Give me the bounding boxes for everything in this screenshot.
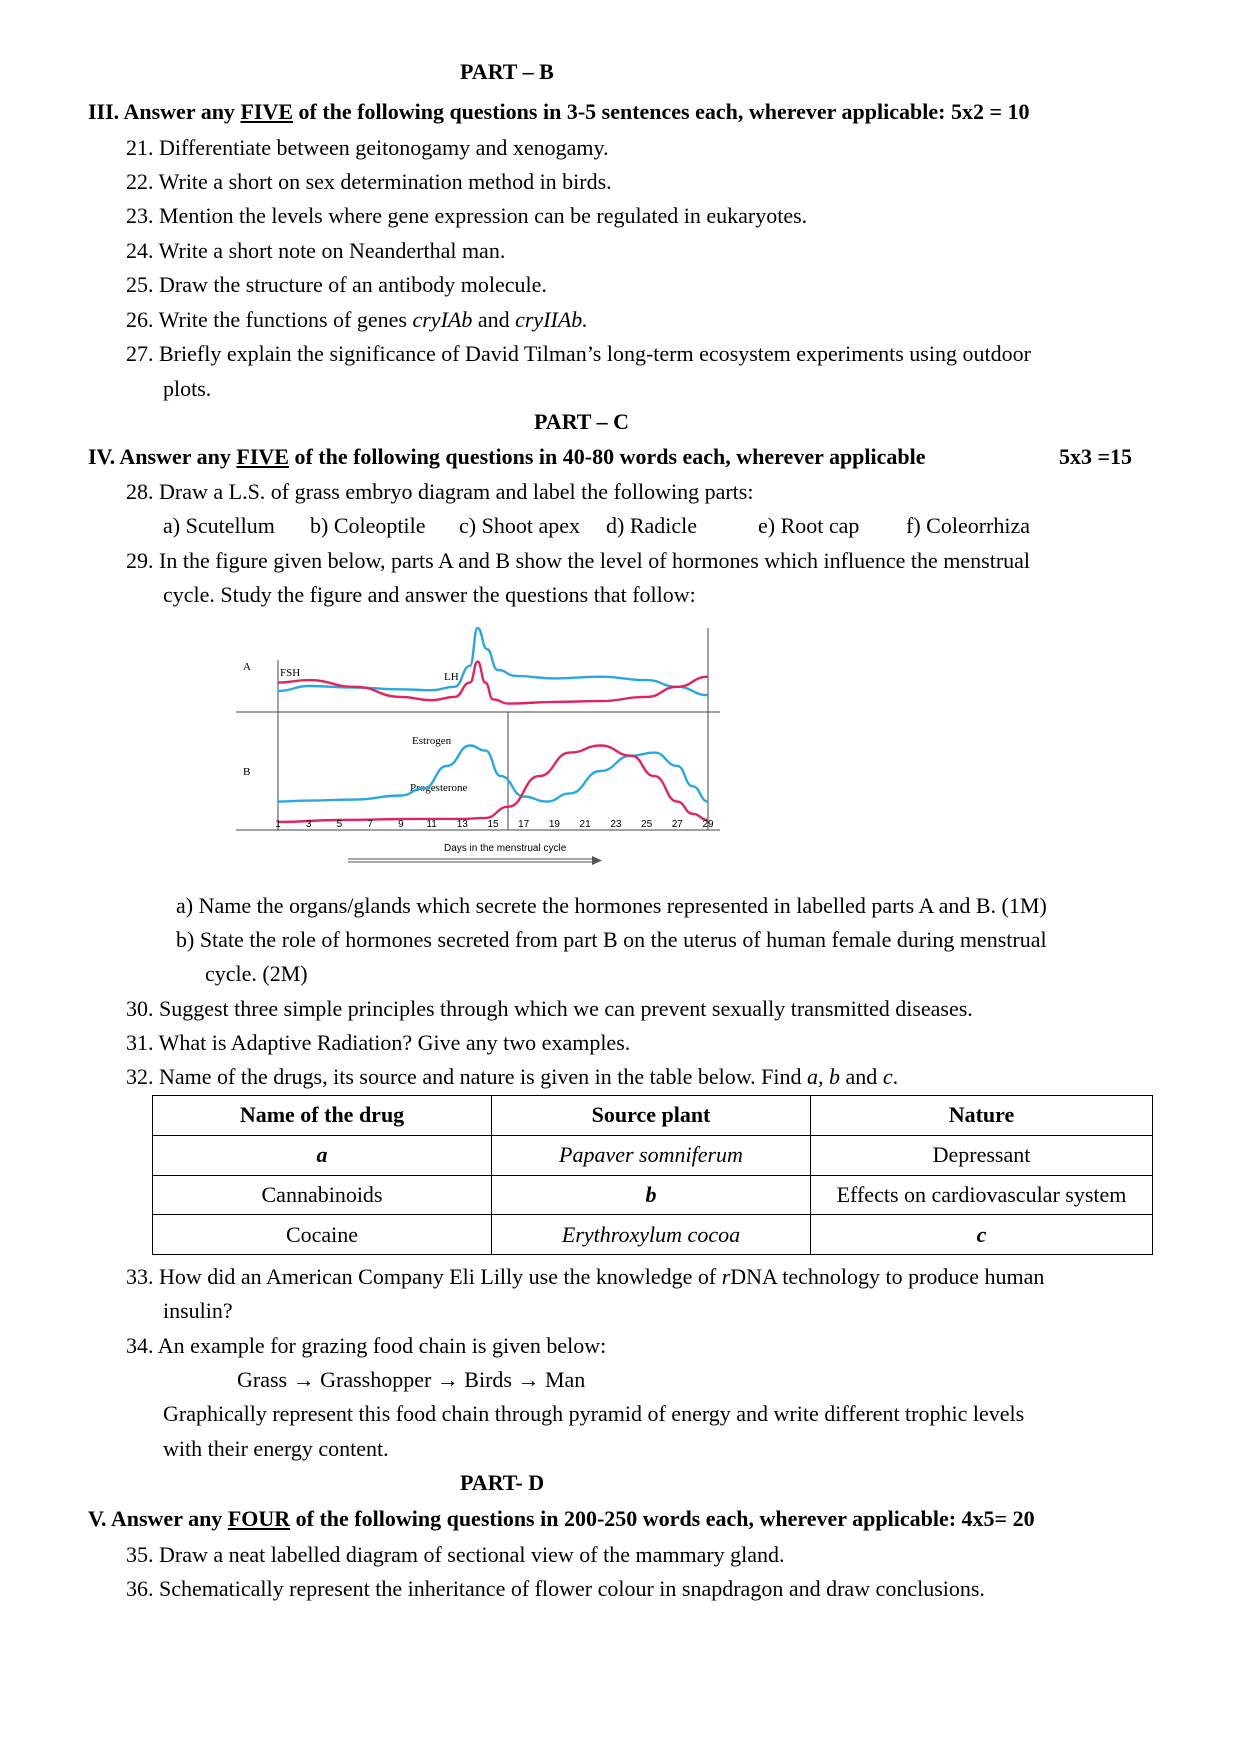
- question-29-line-2: cycle. Study the figure and answer the questions that follow:: [163, 582, 696, 607]
- q33-r: r: [721, 1264, 731, 1289]
- q32-a: a,: [807, 1064, 824, 1089]
- scale-arrow: [348, 856, 602, 865]
- instruction-post: of the following questions in 200-250 words each, wherever applicable: 4x5= 20: [295, 1506, 1035, 1531]
- table-header: Name of the drug: [153, 1096, 492, 1136]
- x-tick-label: 9: [398, 819, 404, 830]
- x-tick-label: 7: [367, 819, 373, 830]
- table-cell: b: [492, 1175, 811, 1215]
- series-label-lh: LH: [444, 671, 459, 683]
- q26-mid: and: [477, 307, 510, 332]
- section-number: IV.: [88, 444, 116, 469]
- question-34-line-1: 34. An example for grazing food chain is given below:: [126, 1333, 607, 1358]
- x-tick-label: 27: [671, 819, 683, 830]
- q33-pre: 33. How did an American Company Eli Lilly use the knowledge of: [126, 1264, 717, 1289]
- instruction-key: FIVE: [240, 99, 293, 124]
- table-header-row: [153, 1096, 1153, 1136]
- question-36: 36. Schematically represent the inheritance of flower colour in snapdragon and draw conclusions.: [126, 1576, 985, 1601]
- series-label-progesterone: Progesterone: [410, 782, 468, 794]
- q32-c: c: [882, 1064, 893, 1089]
- drug-table: [152, 1095, 1153, 1255]
- instruction-pre: Answer any: [119, 444, 231, 469]
- instruction-key: FOUR: [227, 1506, 291, 1531]
- q32-pre: 32. Name of the drugs, its source and nature is given in the table below. Find: [126, 1064, 802, 1089]
- table-cell: Cocaine: [153, 1215, 492, 1255]
- question-22: 22. Write a short on sex determination method in birds.: [126, 169, 612, 194]
- part-b-instruction: [88, 98, 1029, 126]
- x-tick-label: 25: [641, 819, 653, 830]
- x-tick-label: 29: [702, 819, 714, 830]
- table-cell: Cannabinoids: [153, 1175, 492, 1215]
- question-28: 28. Draw a L.S. of grass embryo diagram and label the following parts:: [126, 479, 754, 504]
- gene-1: cryIAb: [412, 307, 473, 332]
- table-header: Nature: [811, 1096, 1153, 1136]
- x-tick-label: 5: [336, 819, 343, 830]
- x-axis-label: Days in the menstrual cycle: [444, 843, 567, 854]
- x-tick-label: 21: [579, 819, 591, 830]
- question-21: 21. Differentiate between geitonogamy and xenogamy.: [126, 135, 609, 160]
- table-cell: a: [153, 1135, 492, 1175]
- table-row: [153, 1135, 1153, 1175]
- q26-pre: 26. Write the functions of genes: [126, 307, 407, 332]
- hormone-level-chart: [230, 620, 730, 870]
- question-31: 31. What is Adaptive Radiation? Give any two examples.: [126, 1030, 631, 1055]
- question-34-line-3: Graphically represent this food chain through pyramid of energy and write different trophic levels: [163, 1401, 1025, 1426]
- question-29-line-1: 29. In the figure given below, parts A and B show the level of hormones which influence the menstrual: [126, 548, 1031, 573]
- question-25: 25. Draw the structure of an antibody molecule.: [126, 272, 547, 297]
- panel-label-b: B: [243, 766, 251, 778]
- series-label-fsh: FSH: [280, 667, 301, 679]
- part-d-instruction: [88, 1505, 1035, 1533]
- tick-layer: [275, 819, 714, 830]
- question-34-line-4: with their energy content.: [163, 1436, 389, 1461]
- x-tick-label: 1: [275, 819, 281, 830]
- q28-part-b: b) Coleoptile: [310, 513, 426, 538]
- x-tick-label: 3: [305, 819, 312, 830]
- x-tick-label: 23: [610, 819, 622, 830]
- question-26: [126, 306, 588, 334]
- series-line-estrogen: [278, 746, 708, 802]
- instruction-post: of the following questions in 3-5 sentences each, wherever applicable: 5x2 = 10: [298, 99, 1030, 124]
- table-header: Source plant: [492, 1096, 811, 1136]
- question-24: 24. Write a short note on Neanderthal man.: [126, 238, 506, 263]
- q29-sub-b-line-2: cycle. (2M): [205, 961, 308, 986]
- question-35: 35. Draw a neat labelled diagram of sectional view of the mammary gland.: [126, 1542, 785, 1567]
- food-chain: Grass → Grasshopper → Birds → Man: [237, 1367, 586, 1392]
- table-cell: c: [811, 1215, 1153, 1255]
- q28-part-e: e) Root cap: [758, 513, 860, 538]
- q32-b: b: [829, 1064, 841, 1089]
- series-label-estrogen: Estrogen: [412, 735, 452, 747]
- section-number: III.: [88, 99, 120, 124]
- part-d-heading: PART- D: [460, 1470, 545, 1495]
- q29-sub-a: a) Name the organs/glands which secrete the hormones represented in labelled parts A and B. (1M): [176, 893, 1047, 918]
- x-tick-label: 11: [426, 819, 437, 830]
- table-row: [153, 1175, 1153, 1215]
- x-tick-label: 19: [548, 819, 560, 830]
- question-23: 23. Mention the levels where gene expression can be regulated in eukaryotes.: [126, 203, 808, 228]
- gene-2: cryIIAb.: [515, 307, 588, 332]
- x-tick-label: 17: [518, 819, 530, 830]
- table-cell: Effects on cardiovascular system: [811, 1175, 1153, 1215]
- q29-sub-b-line-1: b) State the role of hormones secreted from part B on the uterus of human female during menstrual: [176, 927, 1047, 952]
- q28-part-f: f) Coleorrhiza: [906, 513, 1030, 538]
- part-c-instruction: [88, 443, 926, 471]
- instruction-key: FIVE: [236, 444, 289, 469]
- section-number: V.: [88, 1506, 107, 1531]
- q32-end: .: [892, 1064, 899, 1089]
- q28-part-c: c) Shoot apex: [459, 513, 580, 538]
- question-27-line-1: 27. Briefly explain the significance of David Tilman’s long-term ecosystem experiments using outdoor: [126, 341, 1031, 366]
- panel-label-a: A: [243, 661, 251, 673]
- table-cell: Erythroxylum cocoa: [492, 1215, 811, 1255]
- series-line-progesterone: [278, 746, 708, 823]
- series-line-lh: [278, 662, 708, 704]
- q28-part-d: d) Radicle: [606, 513, 698, 538]
- part-c-heading: PART – C: [534, 409, 629, 434]
- table-cell: Depressant: [811, 1135, 1153, 1175]
- question-33-line-2: insulin?: [163, 1298, 233, 1323]
- instruction-pre: Answer any: [123, 99, 235, 124]
- question-33-line-1: [126, 1263, 1044, 1291]
- question-32: [126, 1063, 898, 1091]
- instruction-post: of the following questions in 40-80 words each, wherever applicable: [294, 444, 926, 469]
- question-27-line-2: plots.: [163, 376, 212, 401]
- question-30: 30. Suggest three simple principles through which we can prevent sexually transmitted diseases.: [126, 996, 973, 1021]
- q32-and: and: [845, 1064, 878, 1089]
- x-tick-label: 15: [487, 819, 499, 830]
- q33-post: DNA technology to produce human: [730, 1264, 1045, 1289]
- q28-part-a: a) Scutellum: [163, 513, 275, 538]
- part-b-heading: PART – B: [460, 59, 554, 84]
- series-layer: [278, 628, 708, 822]
- table-cell: Papaver somniferum: [492, 1135, 811, 1175]
- part-c-marks: 5x3 =15: [1059, 444, 1133, 469]
- table-row: [153, 1215, 1153, 1255]
- instruction-pre: Answer any: [110, 1506, 223, 1531]
- x-tick-label: 13: [456, 819, 468, 830]
